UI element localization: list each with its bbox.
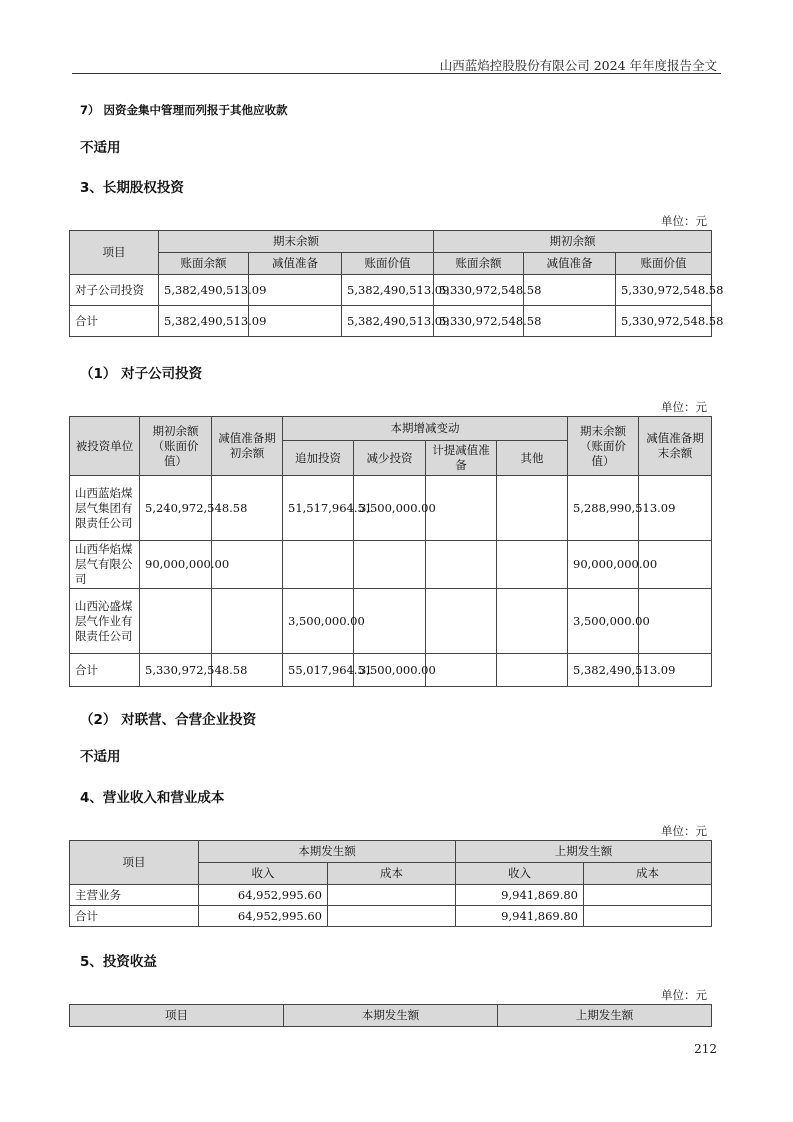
header-item: 项目	[70, 1005, 284, 1027]
row-label: 主营业务	[70, 885, 199, 906]
cell-end-book: 5,382,490,513.09	[159, 306, 249, 337]
page-number: 212	[694, 1042, 717, 1056]
cell-provision	[426, 476, 497, 541]
cell-current-cost	[328, 885, 456, 906]
subsection-2-title: （2） 对联营、合营企业投资	[80, 712, 257, 728]
header-book-value: 账面价值	[342, 253, 434, 275]
header-book-balance: 账面余额	[434, 253, 524, 275]
cell-add: 51,517,964.51	[283, 476, 354, 541]
table-row	[70, 906, 712, 927]
row-label: 山西沁盛煤层气作业有限责任公司	[70, 589, 140, 654]
cell-current-income: 64,952,995.60	[199, 906, 328, 927]
cell-begin-value: 5,330,972,548.58	[616, 275, 712, 306]
cell-end: 5,288,990,513.09	[568, 476, 639, 541]
table-row	[70, 306, 712, 337]
cell-provision	[426, 654, 497, 687]
header-end-balance: 期末余额	[159, 231, 434, 253]
header-impairment: 减值准备	[524, 253, 616, 275]
unit-label-1: 单位：元	[661, 214, 707, 228]
header-item: 项目	[70, 231, 159, 275]
row-label: 山西蓝焰煤层气集团有限责任公司	[70, 476, 140, 541]
row-label: 对子公司投资	[70, 275, 159, 306]
cell-begin-value: 5,330,972,548.58	[616, 306, 712, 337]
cell-begin-impair	[212, 589, 283, 654]
header-end-book-value: 期末余额（账面价值）	[568, 417, 639, 476]
unit-label-3: 单位：元	[661, 824, 707, 838]
header-cost: 成本	[584, 863, 712, 885]
section-7-text: 不适用	[80, 140, 121, 156]
row-label: 合计	[70, 306, 159, 337]
cell-begin: 90,000,000.00	[140, 541, 212, 589]
report-header-title: 山西蓝焰控股股份有限公司 2024 年年度报告全文	[439, 58, 717, 73]
cell-begin-book: 5,330,972,548.58	[434, 275, 524, 306]
header-other: 其他	[497, 441, 568, 476]
table-row	[70, 589, 712, 654]
cell-end: 5,382,490,513.09	[568, 654, 639, 687]
header-reduced-investment: 减少投资	[354, 441, 426, 476]
unit-label-4: 单位：元	[661, 988, 707, 1002]
header-income: 收入	[456, 863, 584, 885]
subsection-2-text: 不适用	[80, 749, 121, 765]
header-begin-book-value: 期初余额（账面价值）	[140, 417, 212, 476]
cell-prior-cost	[584, 885, 712, 906]
cell-add: 55,017,964.51	[283, 654, 354, 687]
header-begin-balance: 期初余额	[434, 231, 712, 253]
header-current-period: 本期发生额	[284, 1005, 498, 1027]
section-7-title: 7） 因资金集中管理而列报于其他应收款	[80, 103, 288, 117]
row-label: 合计	[70, 906, 199, 927]
header-end-impairment: 减值准备期末余额	[639, 417, 712, 476]
table-row	[70, 541, 712, 589]
header-additional-investment: 追加投资	[283, 441, 354, 476]
table-row	[70, 476, 712, 541]
header-investee: 被投资单位	[70, 417, 140, 476]
cell-end-value: 5,382,490,513.09	[342, 275, 434, 306]
cell-current-income: 64,952,995.60	[199, 885, 328, 906]
section-3-title: 3、长期股权投资	[80, 180, 184, 196]
header-prior-period: 上期发生额	[456, 841, 712, 863]
header-period-change: 本期增减变动	[283, 417, 568, 441]
row-label: 山西华焰煤层气有限公司	[70, 541, 140, 589]
header-begin-impairment: 减值准备期初余额	[212, 417, 283, 476]
cell-add: 3,500,000.00	[283, 589, 354, 654]
table-row	[70, 654, 712, 687]
cell-end-value: 5,382,490,513.09	[342, 306, 434, 337]
header-book-value: 账面价值	[616, 253, 712, 275]
header-impairment-provision: 计提减值准备	[426, 441, 497, 476]
cell-provision	[426, 589, 497, 654]
cell-end-book: 5,382,490,513.09	[159, 275, 249, 306]
cell-current-cost	[328, 906, 456, 927]
header-cost: 成本	[328, 863, 456, 885]
header-prior-period: 上期发生额	[498, 1005, 712, 1027]
cell-reduce: 3,500,000.00	[354, 654, 426, 687]
cell-other	[497, 589, 568, 654]
header-income: 收入	[199, 863, 328, 885]
cell-prior-income: 9,941,869.80	[456, 885, 584, 906]
cell-end: 3,500,000.00	[568, 589, 639, 654]
cell-provision	[426, 541, 497, 589]
subsection-1-title: （1） 对子公司投资	[80, 366, 203, 382]
row-label: 合计	[70, 654, 140, 687]
cell-begin	[140, 589, 212, 654]
cell-other	[497, 476, 568, 541]
header-divider	[72, 73, 721, 74]
cell-other	[497, 541, 568, 589]
investment-income-table	[69, 1004, 712, 1027]
cell-other	[497, 654, 568, 687]
cell-begin: 5,240,972,548.58	[140, 476, 212, 541]
cell-end: 90,000,000.00	[568, 541, 639, 589]
cell-prior-income: 9,941,869.80	[456, 906, 584, 927]
cell-reduce	[354, 541, 426, 589]
cell-prior-cost	[584, 906, 712, 927]
cell-begin-book: 5,330,972,548.58	[434, 306, 524, 337]
section-4-title: 4、营业收入和营业成本	[80, 790, 225, 806]
header-current-period: 本期发生额	[199, 841, 456, 863]
section-5-title: 5、投资收益	[80, 954, 157, 970]
header-item: 项目	[70, 841, 199, 885]
subsidiary-investment-table	[69, 416, 712, 687]
header-book-balance: 账面余额	[159, 253, 249, 275]
cell-begin: 5,330,972,548.58	[140, 654, 212, 687]
table-row	[70, 275, 712, 306]
unit-label-2: 单位：元	[661, 400, 707, 414]
cell-reduce: 3,500,000.00	[354, 476, 426, 541]
long-term-equity-table	[69, 230, 724, 337]
revenue-cost-table	[69, 840, 712, 927]
table-row	[70, 885, 712, 906]
header-impairment: 减值准备	[249, 253, 342, 275]
cell-add	[283, 541, 354, 589]
